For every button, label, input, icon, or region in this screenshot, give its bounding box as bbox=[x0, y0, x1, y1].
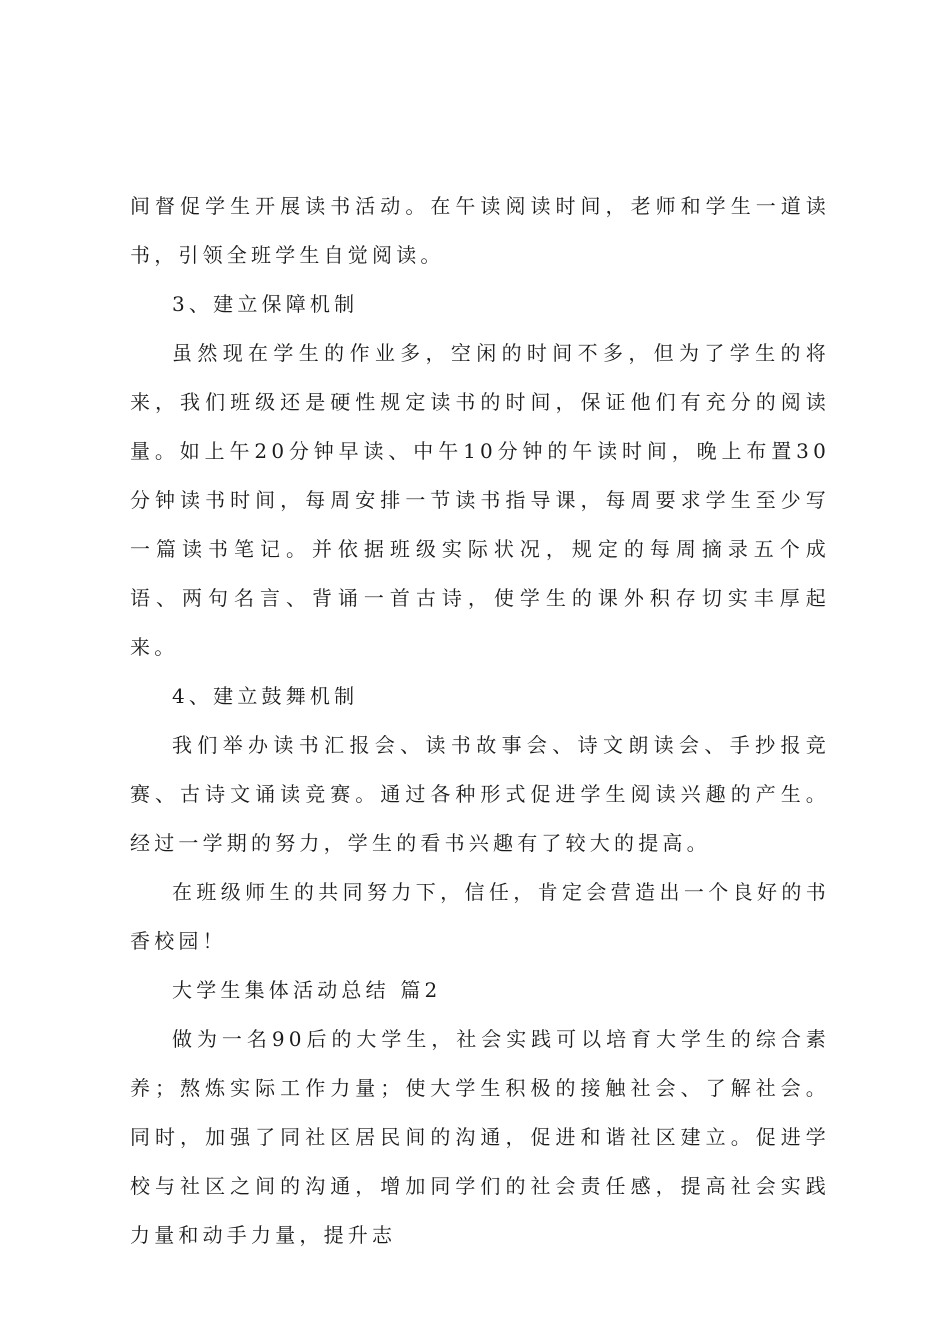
paragraph-activities: 我们举办读书汇报会、读书故事会、诗文朗读会、手抄报竞赛、古诗文诵读竞赛。通过各种形式促进学生阅读兴趣的产生。经过一学期的努力，学生的看书兴趣有了较大的提高。 bbox=[130, 733, 830, 855]
document-body bbox=[130, 182, 830, 1260]
paragraph-social-practice: 做为一名90后的大学生，社会实践可以培育大学生的综合素养；熬炼实际工作力量；使大学生积极的接触社会、了解社会。同时，加强了同社区居民间的沟通，促进和谐社区建立。促进学校与社区之间的沟通，增加同学们的社会责任感，提高社会实践力量和动手力量，提升志 bbox=[130, 1027, 830, 1247]
article-title-part-2: 大学生集体活动总结 篇2 bbox=[172, 978, 442, 1002]
section-heading-4: 4、建立鼓舞机制 bbox=[172, 684, 359, 708]
section-heading-3: 3、建立保障机制 bbox=[172, 292, 359, 316]
paragraph-reading-time: 虽然现在学生的作业多，空闲的时间不多，但为了学生的将来，我们班级还是硬性规定读书的时间，保证他们有充分的阅读量。如上午20分钟早读、中午10分钟的午读时间，晚上布置30分钟读书时间，每周安排一节读书指导课，每周要求学生至少写一篇读书笔记。并依据班级实际状况，规定的每周摘录五个成语、两句名言、背诵一首古诗，使学生的课外积存切实丰厚起来。 bbox=[130, 341, 830, 659]
paragraph-conclusion: 在班级师生的共同努力下，信任，肯定会营造出一个良好的书香校园！ bbox=[130, 880, 830, 953]
paragraph-continuation: 间督促学生开展读书活动。在午读阅读时间，老师和学生一道读书，引领全班学生自觉阅读。 bbox=[130, 194, 830, 267]
